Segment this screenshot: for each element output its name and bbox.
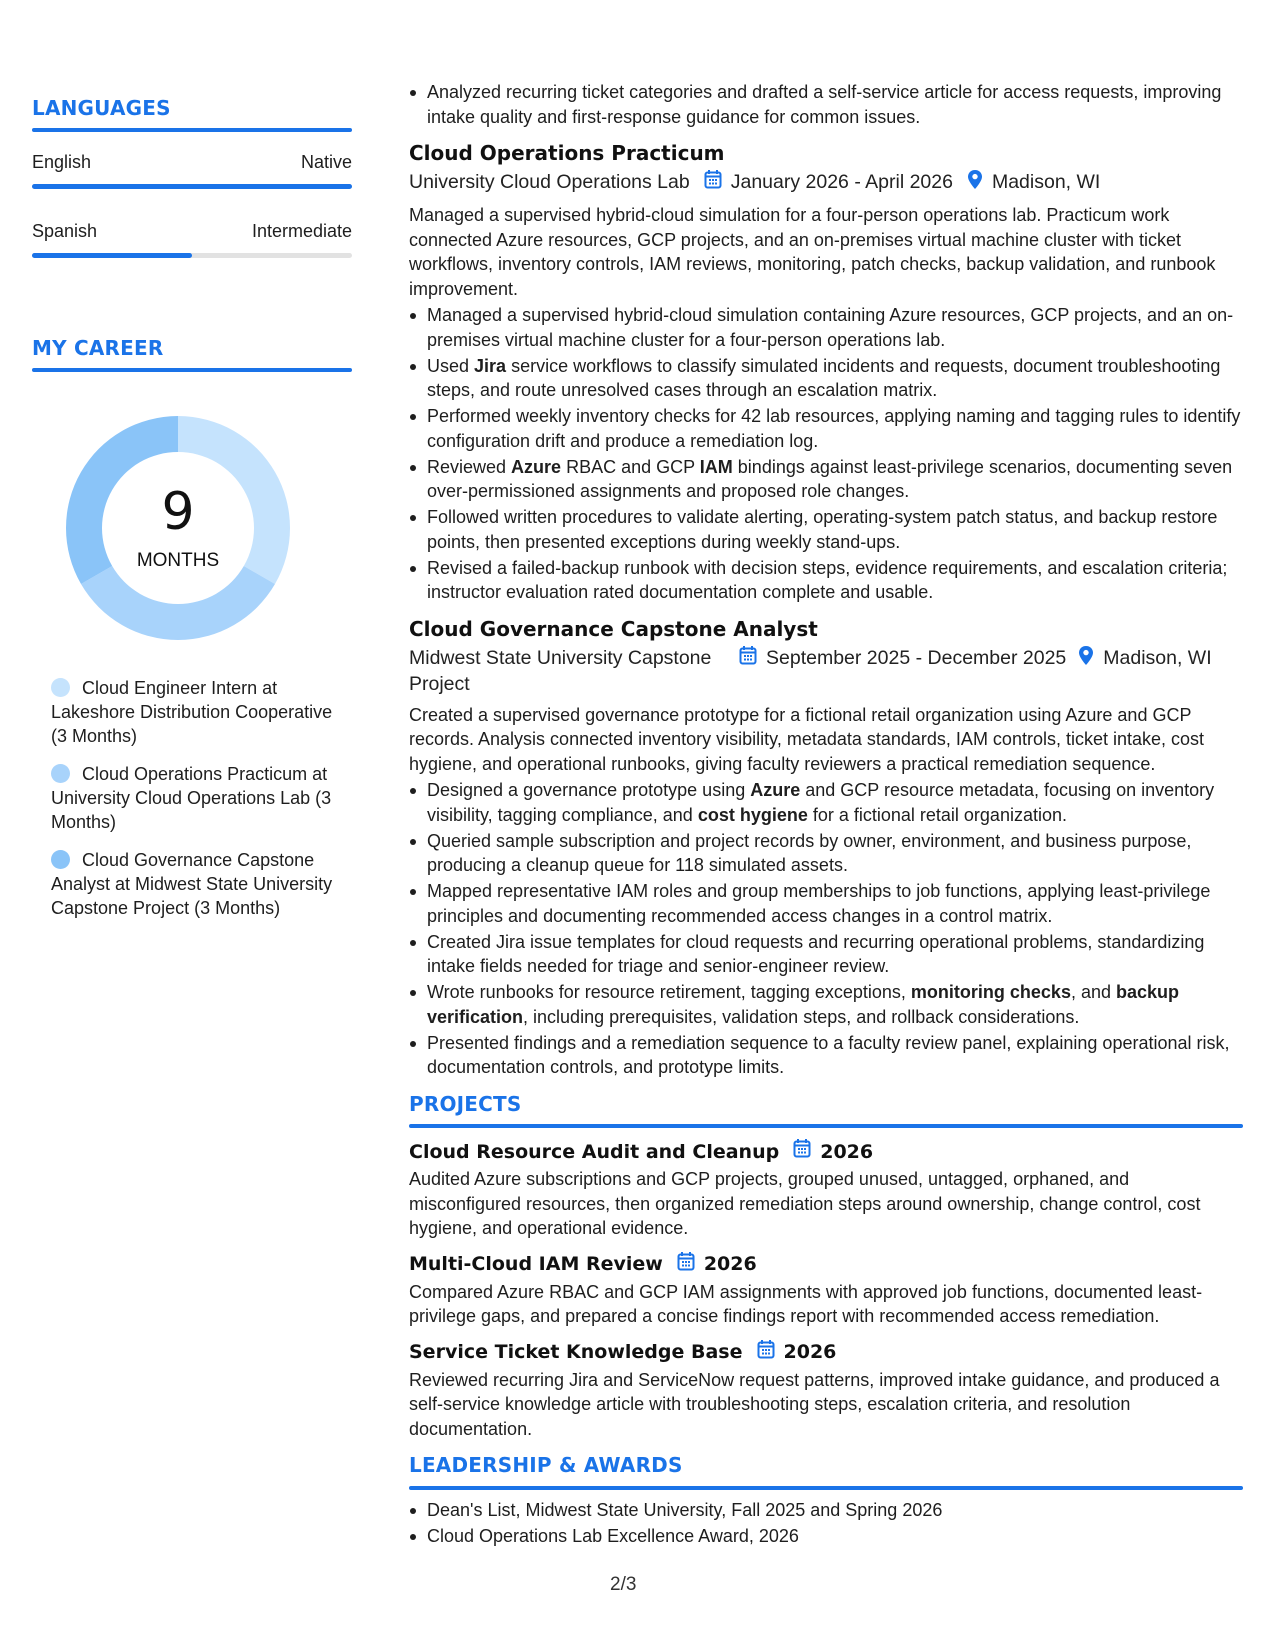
projects-section — [409, 1092, 1243, 1442]
bullet-item: Followed written procedures to validate alerting, operating-system patch status, and backup restore points, then presented exceptions during weekly stand-ups. — [409, 505, 1243, 554]
project-name: Cloud Resource Audit and Cleanup — [409, 1140, 780, 1163]
legend-dot-icon — [51, 678, 70, 697]
job-location: Madison, WI — [991, 171, 1101, 193]
language-level: Native — [300, 152, 352, 172]
calendar-icon — [677, 1251, 695, 1278]
awards-list — [409, 1498, 1243, 1549]
language-level-bar — [32, 253, 352, 258]
project-description: Audited Azure subscriptions and GCP projects, grouped unused, untagged, orphaned, and misconfigured resources, then organized remediation steps around ownership, change control, cost hygiene, and operational evidence. — [409, 1169, 1201, 1238]
career-total-number: 9 — [161, 482, 195, 542]
career-donut-segment — [81, 566, 275, 640]
language-row — [32, 152, 352, 173]
project-header — [409, 1339, 1243, 1366]
language-level-bar — [32, 184, 352, 189]
job-title: Cloud Operations Practicum — [409, 141, 725, 165]
career-total-unit: MONTHS — [136, 550, 220, 571]
career-legend-item — [51, 848, 341, 920]
job-organization: University Cloud Operations Lab — [409, 171, 690, 193]
legend-dot-icon — [51, 850, 70, 869]
page-number: 2/3 — [610, 1574, 637, 1595]
experience-entry — [409, 139, 1243, 605]
career-legend-item — [51, 676, 341, 748]
job-title: Cloud Governance Capstone Analyst — [409, 616, 818, 641]
language-level-fill — [32, 253, 192, 258]
job-bullets — [409, 303, 1243, 605]
career-legend-label: Cloud Governance Capstone Analyst at Midwest State University Capstone Project (3 Months) — [51, 850, 333, 918]
calendar-icon — [757, 1339, 775, 1366]
awards-title: LEADERSHIP & AWARDS — [409, 1453, 683, 1477]
bullet-item: Managed a supervised hybrid-cloud simulation containing Azure resources, GCP projects, and an on-premises virtual machine cluster for a four-person operations lab. — [409, 303, 1243, 352]
main-content — [409, 80, 1243, 1550]
previous-job-bullets — [409, 80, 1243, 129]
calendar-icon — [704, 169, 722, 196]
project-description: Compared Azure RBAC and GCP IAM assignments with approved job functions, documented least-privilege gaps, and prepared a concise findings report with recommended access remediation. — [409, 1281, 1203, 1326]
job-organization: Midwest State University Capstone Project — [409, 646, 712, 695]
bullet-item: Wrote runbooks for resource retirement, tagging exceptions, monitoring checks, and backup verification, including prerequisites, validation steps, and rollback considerations. — [409, 980, 1243, 1029]
language-level-fill — [32, 184, 352, 189]
section-divider — [32, 368, 352, 372]
job-location: Madison, WI — [1103, 646, 1212, 669]
award-item: Cloud Operations Lab Excellence Award, 2026 — [409, 1524, 1243, 1549]
project-year: 2026 — [820, 1140, 874, 1163]
bullet-item: Queried sample subscription and project records by owner, environment, and business purpose, producing a cleanup queue for 118 simulated assets. — [409, 829, 1243, 878]
bullet-item: Created Jira issue templates for cloud requests and recurring operational problems, standardizing intake fields needed for triage and senior-engineer review. — [409, 930, 1243, 979]
project-year: 2026 — [703, 1253, 757, 1275]
career-legend — [51, 676, 341, 934]
calendar-icon — [793, 1138, 811, 1165]
career-legend-item — [51, 762, 341, 834]
calendar-icon — [739, 645, 757, 672]
language-level: Intermediate — [251, 221, 352, 241]
bullet-item: Performed weekly inventory checks for 42 lab resources, applying naming and tagging rules to identify configuration drift and produce a remediation log. — [409, 404, 1243, 453]
job-summary: Created a supervised governance prototype for a fictional retail organization using Azure and GCP records. Analysis connected inventory visibility, metadata standards, IAM controls, ticket intake, cost hygiene, and operational runbooks, giving faculty reviewers a practical remediation sequence. — [409, 704, 1205, 774]
job-bullets — [409, 778, 1243, 1080]
job-meta — [409, 169, 1243, 197]
awards-section — [409, 1453, 1243, 1548]
project-header — [409, 1138, 1243, 1165]
language-name: Spanish — [32, 221, 98, 241]
project-year: 2026 — [783, 1341, 837, 1363]
career-title: MY CAREER — [32, 336, 164, 360]
career-legend-label: Cloud Engineer Intern at Lakeshore Distribution Cooperative (3 Months) — [51, 678, 333, 746]
project-header — [409, 1251, 1243, 1278]
career-legend-label: Cloud Operations Practicum at University Cloud Operations Lab (3 Months) — [51, 764, 332, 832]
languages-title: LANGUAGES — [32, 96, 171, 120]
bullet-item: Used Jira service workflows to classify simulated incidents and requests, document troubleshooting steps, and route unresolved cases through an escalation matrix. — [409, 354, 1243, 403]
map-pin-icon — [967, 169, 983, 197]
job-summary: Managed a supervised hybrid-cloud simulation for a four-person operations lab. Practicum work connected Azure resources, GCP projects, and an on-premises virtual machine cluster with ticket workflows, inventory controls, IAM reviews, monitoring, patch checks, backup validation, and runbook improvement. — [409, 205, 1216, 299]
bullet-item: Presented findings and a remediation sequence to a faculty review panel, explaining operational risk, documentation controls, and prototype limits. — [409, 1031, 1243, 1080]
award-item: Dean's List, Midwest State University, Fall 2025 and Spring 2026 — [409, 1498, 1243, 1523]
project-name: Service Ticket Knowledge Base — [409, 1341, 743, 1363]
language-row — [32, 221, 352, 242]
project-description: Reviewed recurring Jira and ServiceNow request patterns, improved intake guidance, and produced a self-service knowledge article with troubleshooting steps, escalation criteria, and resolution documentation. — [409, 1369, 1220, 1439]
project-name: Multi-Cloud IAM Review — [409, 1253, 663, 1275]
bullet-item: Mapped representative IAM roles and group memberships to job functions, applying least-privilege principles and documenting recommended access changes in a control matrix. — [409, 879, 1243, 928]
career-section-header — [32, 336, 352, 372]
bullet-item: Reviewed Azure RBAC and GCP IAM bindings against least-privilege scenarios, documenting seven over-permissioned assignments and proposed role changes. — [409, 455, 1243, 504]
projects-title: PROJECTS — [409, 1091, 522, 1116]
languages-section-header — [32, 96, 352, 132]
section-divider — [32, 128, 352, 132]
bullet-item: Designed a governance prototype using Azure and GCP resource metadata, focusing on inventory visibility, tagging compliance, and cost hygiene for a fictional retail organization. — [409, 778, 1243, 827]
map-pin-icon — [1078, 645, 1094, 673]
experience-entry — [409, 615, 1243, 1080]
job-dates: September 2025 - December 2025 — [766, 646, 1067, 669]
legend-dot-icon — [51, 764, 70, 783]
bullet-item: Revised a failed-backup runbook with decision steps, evidence requirements, and escalation criteria; instructor evaluation rated documentation complete and usable. — [409, 556, 1243, 605]
job-dates: January 2026 - April 2026 — [730, 171, 953, 193]
section-divider — [409, 1124, 1243, 1128]
job-meta — [409, 645, 1243, 697]
section-divider — [409, 1486, 1243, 1490]
bullet-item: Analyzed recurring ticket categories and drafted a self-service article for access requests, improving intake quality and first-response guidance for common issues. — [409, 80, 1243, 129]
language-name: English — [32, 152, 92, 172]
